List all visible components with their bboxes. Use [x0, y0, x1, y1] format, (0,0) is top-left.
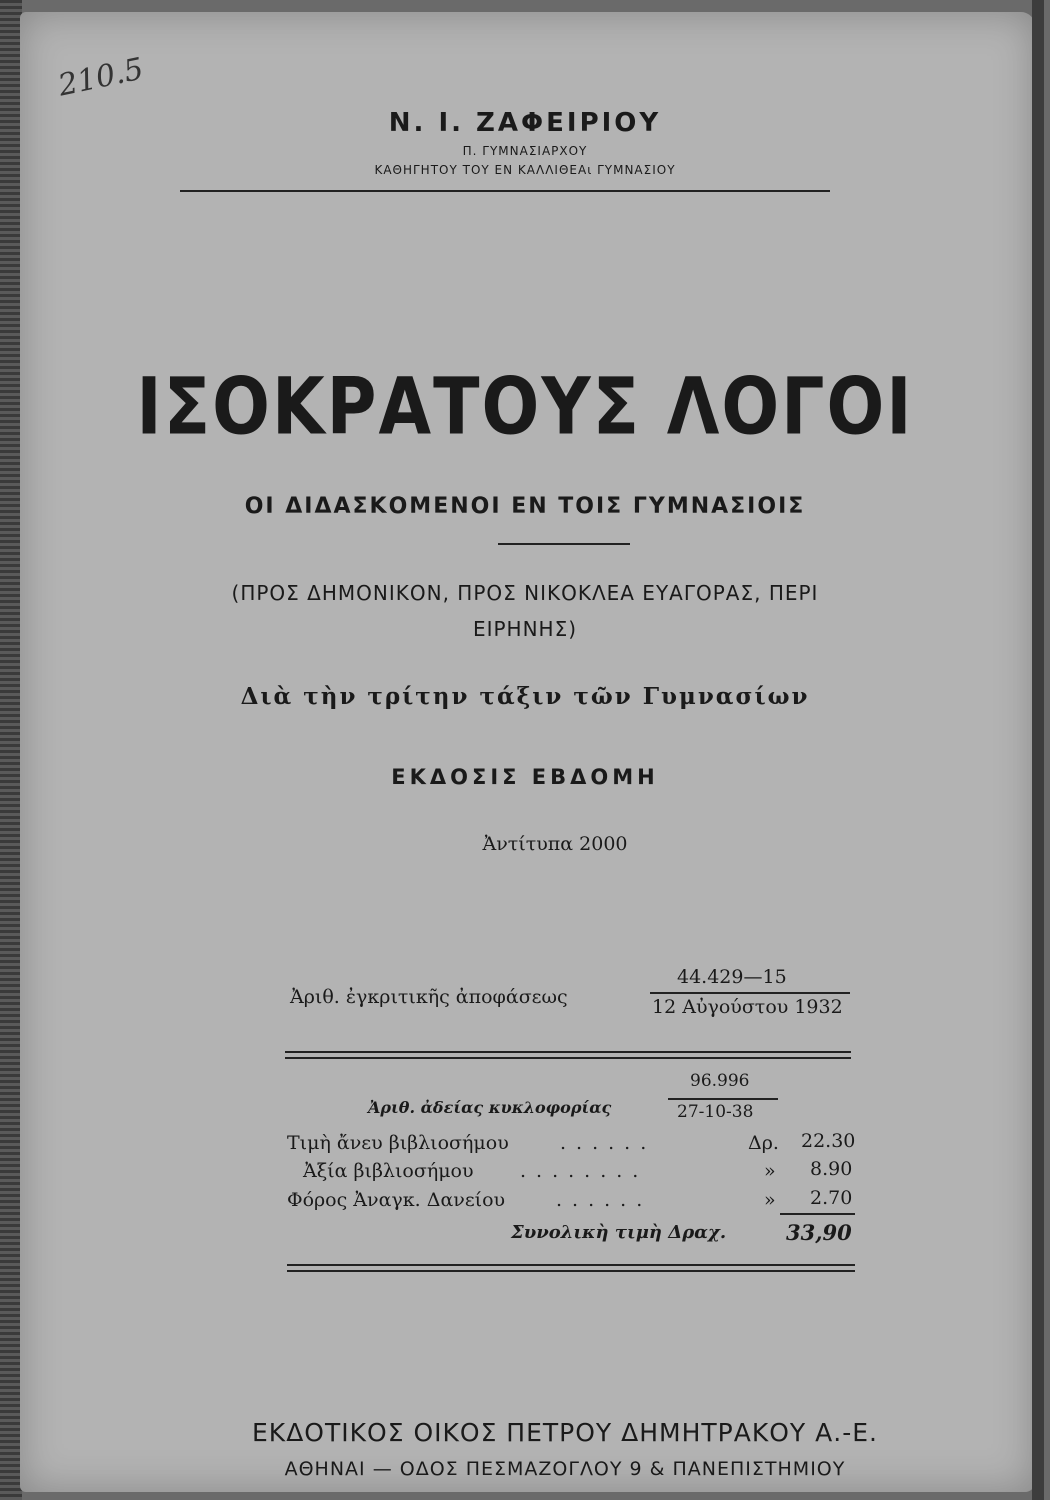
book-subtitle: ΟΙ ΔΙΔΑΣΚΟΜΕΝΟΙ ΕΝ ΤΟΙΣ ΓΥΜΝΑΣΙΟΙΣ [244, 494, 806, 519]
contents-line-1: (ΠΡΟΣ ΔΗΜΟΝΙΚΟΝ, ΠΡΟΣ ΝΙΚΟΚΛΕΑ ΕΥΑΓΟΡΑΣ, ΠΕΡΙ [231, 581, 819, 605]
price-label: Τιμὴ ἄνευ βιβλιοσήμου [287, 1132, 509, 1154]
price-value: 8.90 [810, 1158, 853, 1180]
author-title-2: ΚΑΘΗΓΗΤΟΥ ΤΟΥ ΕΝ ΚΑΛΛΙΘΕΑι ΓΥΜΝΑΣΙΟΥ [374, 163, 676, 177]
contents-line-2: ΕΙΡΗΝΗΣ) [472, 617, 578, 641]
approval-date: 12 Αὐγούστου 1932 [652, 996, 843, 1018]
copies: Ἀντίτυπα 2000 [482, 833, 628, 855]
book-spine [0, 0, 22, 1500]
cover-edge [1032, 0, 1044, 1500]
publisher-address: ΑΘΗΝΑΙ — ΟΔΟΣ ΠΕΣΜΑΖΟΓΛΟΥ 9 & ΠΑΝΕΠΙΣΤΗΜΙΟΥ [284, 1458, 846, 1480]
divider-top-1 [285, 1051, 851, 1053]
total-label: Συνολικὴ τιμὴ Δραχ. [511, 1222, 727, 1243]
author-title-1: Π. ΓΥΜΝΑΣΙΑΡΧΟΥ [462, 144, 588, 158]
circulation-label: Ἀριθ. ἀδείας κυκλοφορίας [368, 1098, 612, 1117]
price-value: 22.30 [801, 1130, 856, 1152]
price-unit: Δρ. [748, 1132, 779, 1154]
edition: ΕΚΔΟΣΙΣ ΕΒΔΟΜΗ [391, 765, 659, 789]
circulation-top: 96.996 [690, 1071, 750, 1091]
divider-top-2 [285, 1057, 851, 1059]
circulation-date: 27-10-38 [677, 1102, 754, 1122]
approval-rule [650, 992, 850, 994]
dot-leader: ...... [560, 1132, 657, 1154]
divider-bottom-1 [287, 1264, 855, 1266]
price-unit: » [764, 1189, 776, 1211]
price-value: 2.70 [810, 1187, 853, 1209]
divider-bottom-2 [287, 1270, 855, 1272]
class-line: Διὰ τὴν τρίτην τάξιν τῶν Γυμνασίων [240, 683, 810, 710]
circulation-rule [668, 1098, 778, 1100]
book-title: ΙΣΟΚΡΑΤΟΥΣ ΛΟΓΟΙ [136, 362, 914, 453]
total-value: 33,90 [786, 1220, 852, 1245]
publisher-name: ΕΚΔΟΤΙΚΟΣ ΟΙΚΟΣ ΠΕΤΡΟΥ ΔΗΜΗΤΡΑΚΟΥ Α.-Ε. [252, 1418, 878, 1447]
price-unit: » [764, 1160, 776, 1182]
subtitle-rule [498, 543, 630, 545]
price-label: Φόρος Ἀναγκ. Δανείου [287, 1189, 506, 1211]
author-name: Ν. Ι. ΖΑΦΕΙΡΙΟΥ [388, 108, 662, 138]
dot-leader: ...... [556, 1189, 653, 1211]
handwritten-note: 210.5 [55, 51, 147, 104]
approval-number: 44.429—15 [677, 966, 787, 988]
dot-leader: ........ [520, 1160, 649, 1182]
sum-rule [780, 1213, 855, 1215]
author-rule [180, 190, 830, 192]
price-label: Ἀξία βιβλιοσήμου [303, 1160, 474, 1182]
approval-label: Ἀριθ. ἐγκριτικῆς ἀποφάσεως [290, 986, 568, 1008]
